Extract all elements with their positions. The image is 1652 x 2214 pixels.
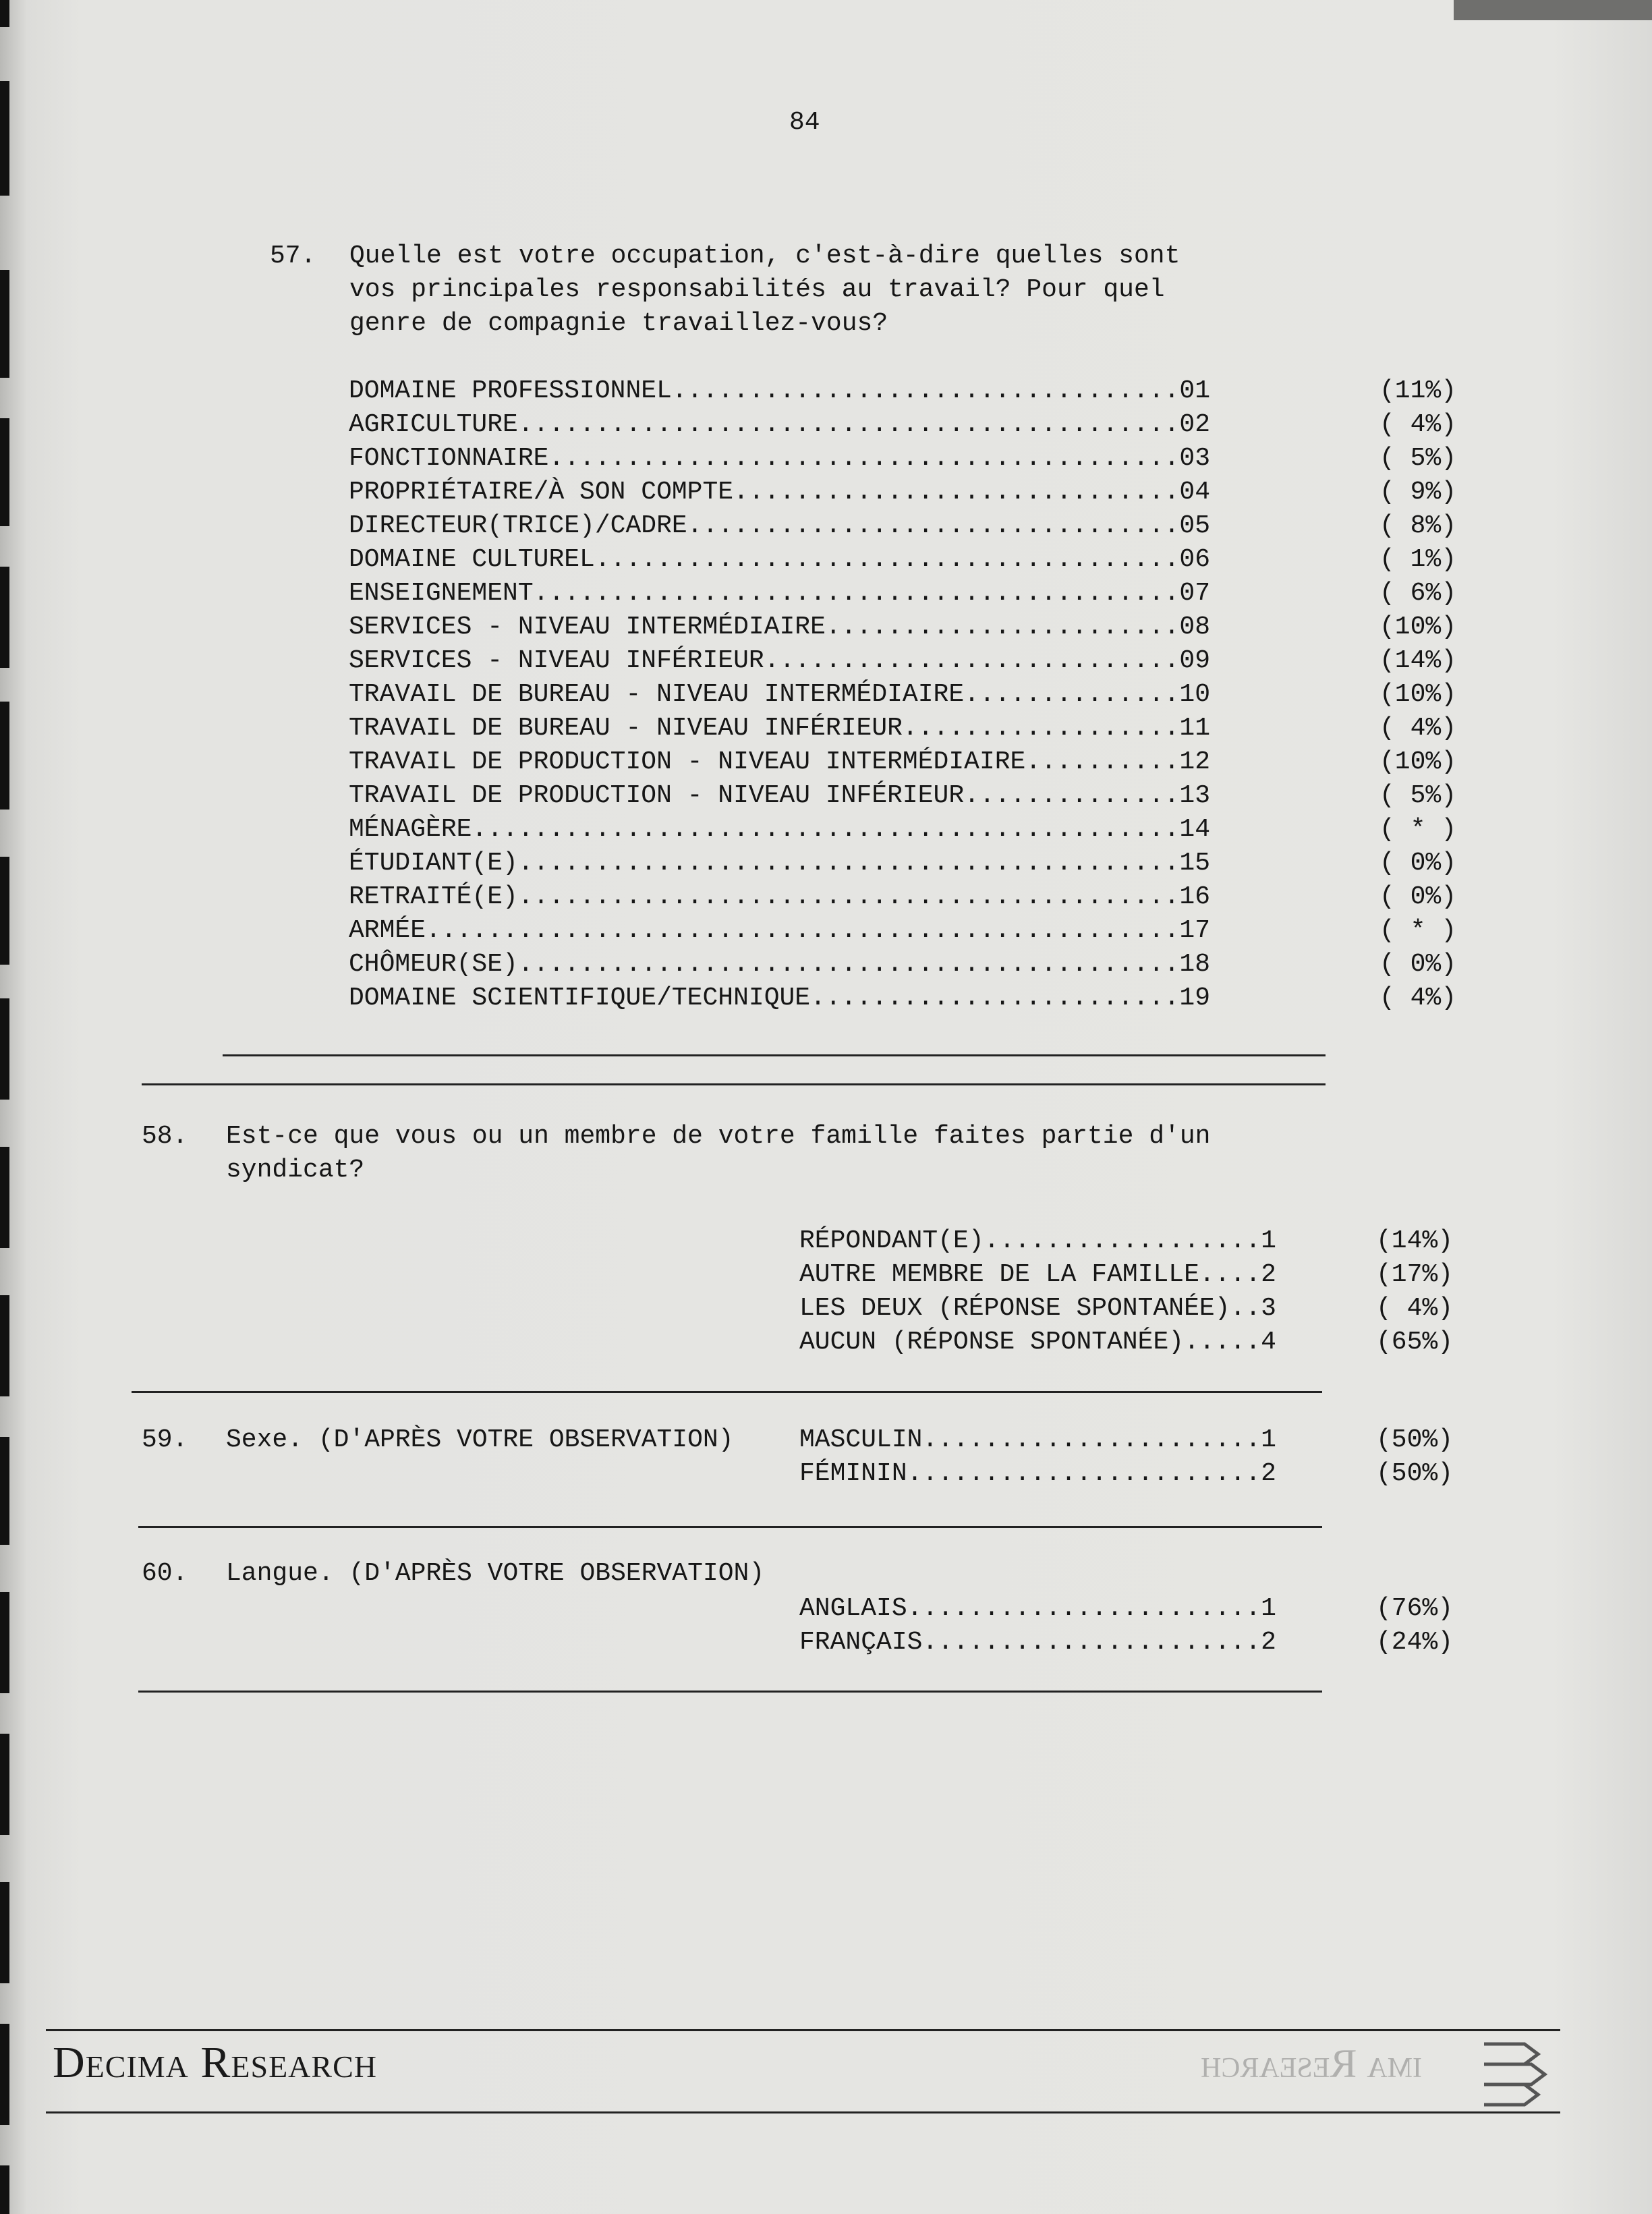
answer-option: ANGLAIS.......................1 [799,1594,1276,1623]
answer-option: FÉMININ.......................2 [799,1459,1276,1488]
answer-percent: ( * ) [1379,815,1457,844]
answer-option: SERVICES - NIVEAU INTERMÉDIAIRE.......................08 [349,613,1211,642]
answer-option: TRAVAIL DE BUREAU - NIVEAU INTERMÉDIAIRE..............10 [349,680,1211,709]
answer-option: AUCUN (RÉPONSE SPONTANÉE).....4 [799,1328,1276,1357]
binding-mark [0,1295,9,1396]
answer-percent: ( 0%) [1379,849,1457,878]
answer-percent: ( 4%) [1376,1294,1454,1323]
answer-option: TRAVAIL DE BUREAU - NIVEAU INFÉRIEUR..................11 [349,714,1211,743]
question-number: 58. [142,1122,188,1151]
answer-option: DOMAINE PROFESSIONNEL.................................01 [349,376,1211,405]
question-number: 60. [142,1559,188,1588]
answer-percent: (10%) [1379,747,1457,776]
answer-percent: (11%) [1379,376,1457,405]
answer-option: AUTRE MEMBRE DE LA FAMILLE....2 [799,1260,1276,1289]
question-number: 57. [270,242,316,271]
company-logo: Decima Research [53,2038,377,2087]
show-through-logo: ima Research [1201,2041,1423,2086]
answer-option: TRAVAIL DE PRODUCTION - NIVEAU INTERMÉDIAIRE..........12 [349,747,1211,776]
answer-percent: (17%) [1376,1260,1454,1289]
answer-option: ENSEIGNEMENT..........................................07 [349,579,1211,608]
answer-percent: (24%) [1376,1628,1454,1657]
binding-mark [0,567,9,668]
divider [138,1526,1322,1528]
answer-option: DOMAINE CULTUREL......................................06 [349,545,1211,574]
binding-mark [0,857,9,965]
answer-percent: (10%) [1379,613,1457,642]
answer-option: MASCULIN......................1 [799,1425,1276,1454]
answer-percent: (14%) [1379,646,1457,675]
binding-mark [0,998,9,1100]
footer-rule [46,2029,1560,2031]
page-number: 84 [789,108,820,137]
answer-percent: (50%) [1376,1459,1454,1488]
divider [132,1391,1322,1393]
answer-percent: ( 5%) [1379,781,1457,810]
logo-mark-icon [1477,2037,1551,2111]
question-text-line: Sexe. (D'APRÈS VOTRE OBSERVATION) [226,1425,734,1454]
answer-percent: ( 5%) [1379,444,1457,473]
binding-mark [0,1437,9,1545]
question-text-line: vos principales responsabilités au travail? Pour quel [349,275,1165,304]
answer-option: LES DEUX (RÉPONSE SPONTANÉE)..3 [799,1294,1276,1323]
answer-option: RÉPONDANT(E)..................1 [799,1226,1276,1255]
answer-option: SERVICES - NIVEAU INFÉRIEUR...........................09 [349,646,1211,675]
answer-percent: ( 4%) [1379,714,1457,743]
question-text-line: genre de compagnie travaillez-vous? [349,309,888,338]
answer-option: TRAVAIL DE PRODUCTION - NIVEAU INFÉRIEUR..............13 [349,781,1211,810]
answer-percent: ( 4%) [1379,410,1457,439]
binding-mark [0,0,9,27]
divider [223,1054,1326,1056]
answer-percent: ( 4%) [1379,984,1457,1013]
answer-option: FRANÇAIS......................2 [799,1628,1276,1657]
answer-percent: ( 6%) [1379,579,1457,608]
answer-percent: ( 1%) [1379,545,1457,574]
question-text-line: Quelle est votre occupation, c'est-à-dire quelles sont [349,242,1180,271]
binding-mark [0,702,9,810]
answer-percent: ( 0%) [1379,950,1457,979]
top-edge-strip [1454,0,1652,20]
binding-mark [0,270,9,378]
answer-percent: (14%) [1376,1226,1454,1255]
divider [138,1691,1322,1693]
answer-option: ARMÉE.................................................17 [349,916,1211,945]
answer-option: MÉNAGÈRE..............................................14 [349,815,1211,844]
binding-mark [0,2165,9,2214]
binding-mark [0,81,9,196]
answer-percent: ( * ) [1379,916,1457,945]
footer-rule [46,2111,1560,2113]
binding-mark [0,1882,9,1983]
answer-option: CHÔMEUR(SE)...........................................18 [349,950,1211,979]
answer-option: DOMAINE SCIENTIFIQUE/TECHNIQUE........................19 [349,984,1211,1013]
binding-mark [0,1147,9,1248]
answer-option: FONCTIONNAIRE.........................................03 [349,444,1211,473]
question-number: 59. [142,1425,188,1454]
binding-mark [0,2024,9,2125]
answer-percent: (76%) [1376,1594,1454,1623]
answer-option: ÉTUDIANT(E)...........................................15 [349,849,1211,878]
question-text-line: Est-ce que vous ou un membre de votre famille faites partie d'un [226,1122,1211,1151]
answer-percent: ( 0%) [1379,882,1457,911]
answer-percent: (65%) [1376,1328,1454,1357]
binding-mark [0,418,9,526]
answer-option: PROPRIÉTAIRE/À SON COMPTE.............................04 [349,478,1211,507]
binding-mark [0,1734,9,1835]
answer-percent: (10%) [1379,680,1457,709]
question-text-line: Langue. (D'APRÈS VOTRE OBSERVATION) [226,1559,765,1588]
divider [142,1083,1326,1085]
answer-option: DIRECTEUR(TRICE)/CADRE................................05 [349,511,1211,540]
answer-percent: ( 8%) [1379,511,1457,540]
binding-mark [0,1592,9,1693]
answer-percent: ( 9%) [1379,478,1457,507]
question-text-line: syndicat? [226,1156,365,1185]
answer-percent: (50%) [1376,1425,1454,1454]
answer-option: RETRAITÉ(E)...........................................16 [349,882,1211,911]
answer-option: AGRICULTURE...........................................02 [349,410,1211,439]
